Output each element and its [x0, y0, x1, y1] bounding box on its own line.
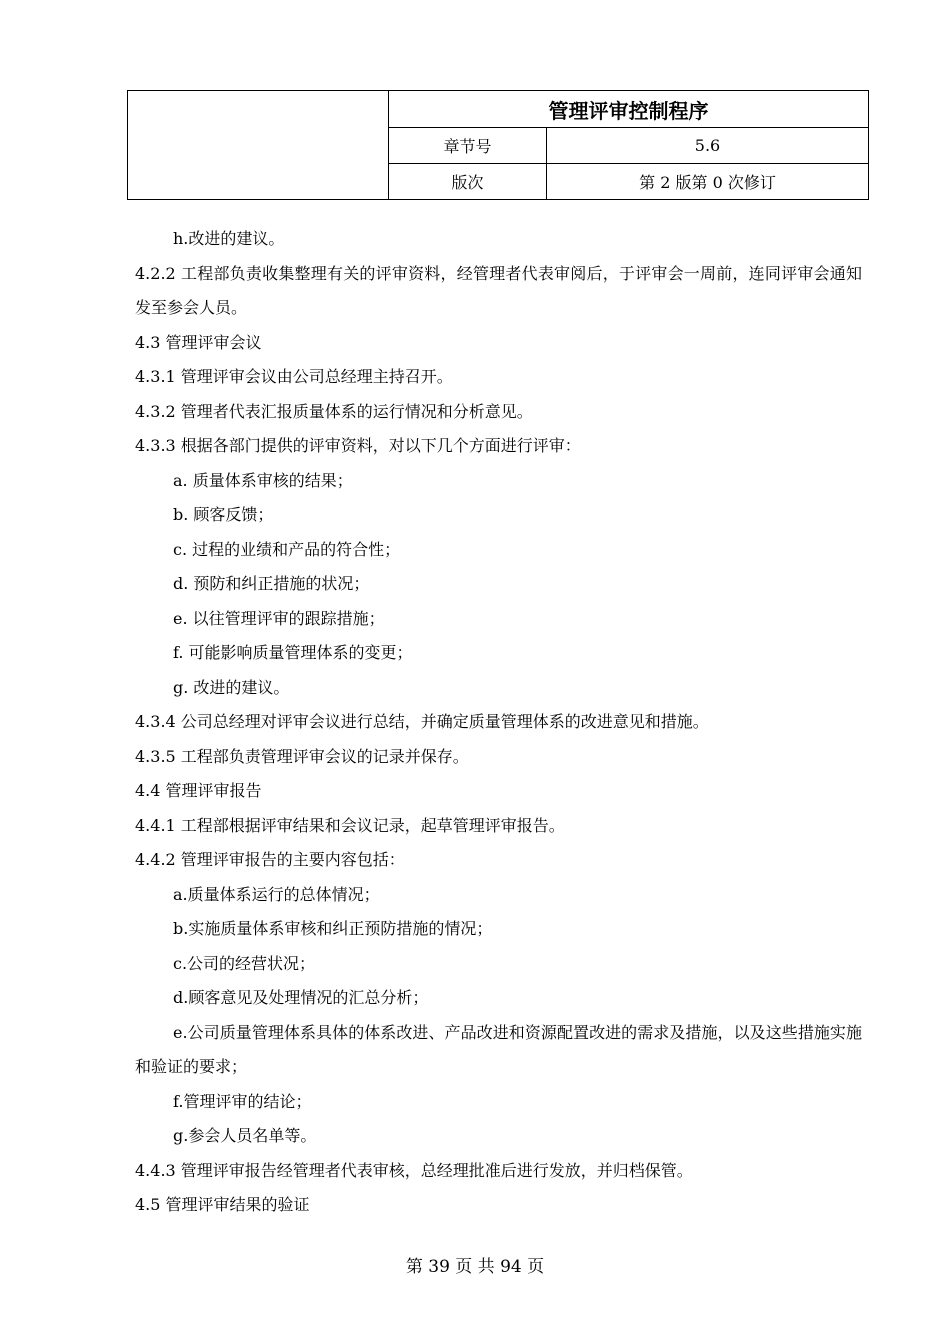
- paragraph-line: 4.3.5 工程部负责管理评审会议的记录并保存。: [135, 746, 469, 766]
- list-item: f.管理评审的结论；: [173, 1091, 312, 1111]
- list-item: b. 顾客反馈；: [173, 505, 274, 524]
- list-item: e.公司质量管理体系具体的体系改进、产品改进和资源配置改进的需求及措施，以及这些措施实施和验证的要求；: [135, 1022, 862, 1076]
- paragraph-line: h.改进的建议。: [173, 229, 285, 248]
- list-item: d. 预防和纠正措施的状况；: [173, 574, 370, 593]
- list-item: c. 过程的业绩和产品的符合性；: [173, 539, 401, 559]
- paragraph-line: 4.4.2 管理评审报告的主要内容包括：: [135, 850, 405, 869]
- version-value: 第 2 版第 0 次修订: [547, 164, 869, 200]
- list-item: a.质量体系运行的总体情况；: [173, 884, 380, 904]
- section-label: 章节号: [389, 128, 547, 164]
- logo-cell: [128, 91, 389, 200]
- list-item: e. 以往管理评审的跟踪措施；: [173, 608, 385, 628]
- section-heading: 4.5 管理评审结果的验证: [135, 1195, 310, 1214]
- paragraph-line: 4.4.1 工程部根据评审结果和会议记录，起草管理评审报告。: [135, 815, 565, 835]
- paragraph-line: 4.3.2 管理者代表汇报质量体系的运行情况和分析意见。: [135, 401, 533, 421]
- section-heading: 4.4 管理评审报告: [135, 781, 262, 800]
- list-item: a. 质量体系审核的结果；: [173, 470, 353, 490]
- paragraph-line: 4.2.2 工程部负责收集整理有关的评审资料，经管理者代表审阅后，于评审会一周前，连同评审会通知发至参会人员。: [135, 263, 862, 317]
- paragraph-line: 4.3.3 根据各部门提供的评审资料，对以下几个方面进行评审：: [135, 436, 581, 455]
- document-header-table: [127, 90, 869, 200]
- list-item: b.实施质量体系审核和纠正预防措施的情况；: [173, 919, 493, 938]
- paragraph-line: 4.4.3 管理评审报告经管理者代表审核，总经理批准后进行发放，并归档保管。: [135, 1160, 693, 1180]
- list-item: g.参会人员名单等。: [173, 1126, 317, 1145]
- list-item: d.顾客意见及处理情况的汇总分析；: [173, 988, 429, 1007]
- document-body: [135, 222, 862, 1223]
- section-value: 5.6: [547, 128, 869, 164]
- version-label: 版次: [389, 164, 547, 200]
- document-title: 管理评审控制程序: [389, 91, 869, 128]
- section-heading: 4.3 管理评审会议: [135, 332, 262, 352]
- list-item: c.公司的经营状况；: [173, 953, 316, 973]
- list-item: f. 可能影响质量管理体系的变更；: [173, 643, 413, 662]
- list-item: g. 改进的建议。: [173, 677, 290, 697]
- paragraph-line: 4.3.4 公司总经理对评审会议进行总结，并确定质量管理体系的改进意见和措施。: [135, 712, 709, 731]
- paragraph-line: 4.3.1 管理评审会议由公司总经理主持召开。: [135, 367, 453, 386]
- page-number: 第 39 页 共 94 页: [405, 1257, 545, 1277]
